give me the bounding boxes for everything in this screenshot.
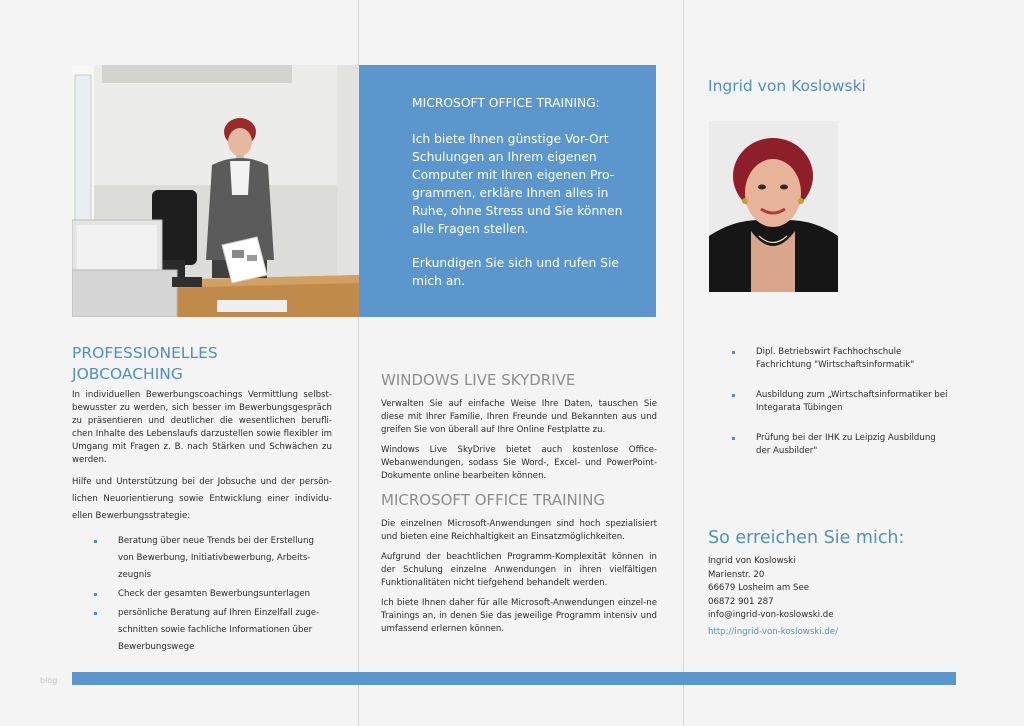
office-photo (72, 65, 359, 317)
list-item-text: Dipl. Betriebswirt Fachhochschule Fachrichtung "Wirtschaftsinformatik" (756, 347, 915, 370)
office-training-box-cta: Erkundigen Sie sich und rufen Sie mich an. (412, 256, 619, 288)
website-link[interactable]: http://ingrid-von-koslowski.de/ (708, 626, 839, 637)
blog-label: blog (40, 676, 58, 685)
list-item (732, 389, 952, 415)
footer-bar (72, 672, 956, 685)
jobcoaching-heading-line2: JOBCOACHING (72, 365, 183, 383)
portrait-illustration (709, 121, 838, 292)
bullet-marker (94, 593, 97, 596)
office-paragraph-1: Die einzelnen Microsoft-Anwendungen sind hoch spezialisiert und bieten eine Reichhaltigkeit an Einsatzmöglichkeiten. (381, 519, 657, 542)
office-paragraph-3: Ich biete Ihnen daher für alle Microsoft-Anwendungen einzel-ne Trainings an, in denen Sie das jeweilige Programm intensiv und umfassend erlernen können. (381, 598, 657, 634)
list-item (94, 605, 332, 656)
list-item (94, 533, 332, 584)
contact-street: Marienstr. 20 (708, 569, 765, 580)
contact-city: 66679 Losheim am See (708, 583, 810, 593)
bullet-marker (94, 540, 97, 543)
office-training-box (359, 65, 656, 317)
contact-phone: 06872 901 287 (708, 596, 774, 607)
jobcoaching-bullet-list (94, 533, 332, 656)
bullet-marker (94, 612, 97, 615)
contact-details (708, 555, 958, 639)
contact-name: Ingrid von Koslowski (708, 556, 796, 566)
jobcoaching-heading-line1: PROFESSIONELLES (72, 344, 218, 362)
profile-section (708, 75, 948, 97)
portrait-photo (709, 121, 838, 292)
fold-line-right (683, 0, 684, 726)
skydrive-paragraph-1: Verwalten Sie auf einfache Weise Ihre Daten, tauschen Sie diese mit Ihrer Familie, Ihren Freunde und Bekannten aus und greifen Sie von überall auf Ihre Online Festplatte zu. (381, 399, 657, 435)
list-item-text: persönliche Beratung auf Ihren Einzelfall zuge-schnitten sowie fachliche Informationen über Bewerbungswege (118, 608, 320, 652)
qualifications-list (732, 346, 952, 460)
office-photo-illustration (72, 65, 359, 317)
list-item (732, 346, 952, 372)
list-item (94, 586, 332, 603)
office-training-box-title: MICROSOFT OFFICE TRAINING: (412, 96, 600, 110)
bullet-marker (732, 394, 735, 397)
list-item-text: Prüfung bei der IHK zu Leipzig Ausbildung der Ausbilder" (756, 433, 936, 456)
list-item-text: Ausbildung zum „Wirtschaftsinformatiker bei Integarata Tübingen (756, 390, 948, 413)
contact-heading: So erreichen Sie mich: (708, 528, 905, 548)
bullet-marker (732, 437, 735, 440)
office-training-heading: MICROSOFT OFFICE TRAINING (381, 491, 606, 509)
jobcoaching-section (72, 343, 332, 658)
office-training-box-text: Ich biete Ihnen günstige Vor-Ort Schulungen an Ihrem eigenen Computer mit Ihren eigenen Pro-grammen, erkläre Ihnen alles in Ruhe, ohne Stress und Sie können alle Fragen stellen. (412, 132, 623, 236)
jobcoaching-paragraph-2: Hilfe und Unterstützung bei der Jobsuche und der persön-lichen Neuorientierung sowie Entwicklung einer individu-ellen Bewerbungsstrategie: (72, 477, 332, 521)
list-item-text: Beratung über neue Trends bei der Erstellung von Bewerbung, Initiativbewerbung, Arbeits-zeugnis (118, 536, 314, 580)
contact-section (708, 526, 958, 639)
jobcoaching-heading (72, 343, 332, 385)
skydrive-paragraph-2: Windows Live SkyDrive bietet auch kostenlose Office-Webanwendungen, sodass Sie Word-, Excel- und PowerPoint-Dokumente online bearbeiten können. (381, 445, 657, 481)
middle-column (381, 370, 657, 643)
profile-name-heading: Ingrid von Koslowski (708, 77, 866, 95)
list-item-text: Check der gesamten Bewerbungsunterlagen (118, 589, 311, 599)
jobcoaching-paragraph-1: In individuellen Bewerbungscoachings Vermittlung selbst-bewusster zu werden, sich besser im Bewerbungsgespräch zu präsentieren und deutlicher die wesentlichen berufli-chen Inhalte des Lebenslaufs darzustellen sowie flexibler im Umgang mit Fragen z. B. nach Stärken und Schwächen zu werden. (72, 390, 332, 465)
contact-email: info@ingrid-von-koslowski.de (708, 610, 834, 620)
list-item (732, 432, 952, 458)
skydrive-heading: WINDOWS LIVE SKYDRIVE (381, 371, 576, 389)
office-paragraph-2: Aufgrund der beachtlichen Programm-Komplexität können in der Schulung einzelne Anwendungen in ihren vielfältigen Funktionalitäten nicht tiefgehend behandelt werden. (381, 552, 657, 588)
bullet-marker (732, 351, 735, 354)
